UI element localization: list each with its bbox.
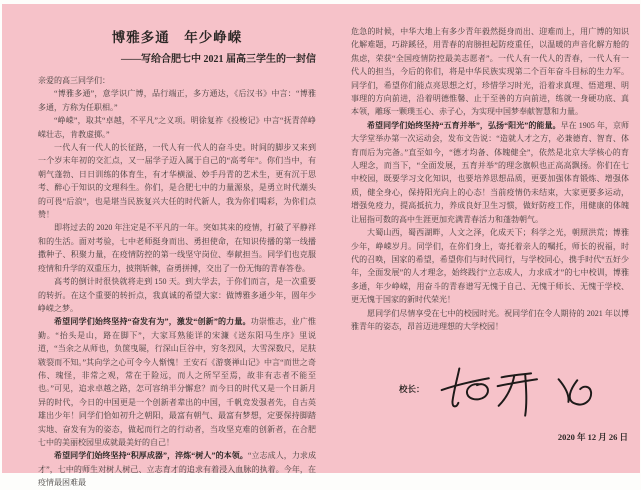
paragraph-left-5 — [38, 275, 316, 315]
paragraph-text: 功崇惟志，业广惟勤。“抬头是山，路在脚下”，大家耳熟能详的宋濂《送东阳马生序》里说道，“当余之从师也，负箧曳屣，行深山巨谷中，穷冬烈风，大雪深数尺，足肤皲裂而不知。”其向学之心可令今人惭愧！王安石《游褒禅山记》中言“而世之奇伟、瑰怪，非常之观，常在于险远，而人之所罕至焉，故非有志者不能至也。”可见，追求卓越之路，怎可容纳半分懈怠？而今日的时代又是一个日新月异的时代，今日的中国更是一个创新者辈出的中国，千帆竞发强者先，自古英雄出少年！同学们恰如初升之朝阳，最富有朝气、最富有梦想，定要保持脚踏实地、奋发有为的姿态，做起而行之的行动者，当攻坚克难的创新者，在合肥七中的美丽校园里成就最美好的自己！ — [38, 317, 317, 447]
paragraph-text: 即将过去的 2020 年注定是不平凡的一年。突如其来的疫情，打破了平静祥和的生活。面对考验，七中老师挺身而出、勇担使命，在知识传播的第一线播撒种子、积聚力量，在疫情防控的第一线坚守岗位、奉献担当。同学们也克服疫情和升学的双重压力，披荆斩棘，奋勇拼搏，交出了一份无悔的青春答卷。 — [38, 223, 316, 273]
paragraph-text: “立志成人，力求成才”，七中的师生对树人树己、立志育才的追求有着浸入血脉的执着。今年，在疫情最困难最 — [38, 451, 316, 488]
paragraph-left-3 — [38, 141, 316, 221]
paragraph-left-6 — [38, 315, 316, 449]
signature-block — [351, 369, 629, 427]
principal-signature — [421, 363, 593, 425]
paragraph-lead: 希望同学们始终坚持“五育并举”，弘扬“阳光”的能量。 — [367, 120, 561, 130]
paragraph-lead: 希望同学们始终坚持“积厚成器”，淬炼“树人”的本领。 — [54, 451, 248, 461]
paragraph-text: “峥嵘”，取其“卓越，不平凡”之义项。明徐复祚《投梭记》中言“抚青萍峥嵘壮志，肯教虚掷。” — [38, 116, 316, 139]
left-column — [38, 30, 316, 490]
paragraph-text: 愿同学们尽情享受在七中的校园时光。祝同学们在令人期待的 2021 年以博雅青年的姿态，昂首迈进理想的大学校园！ — [351, 308, 629, 331]
letter-subtitle: ——写给合肥七中 2021 届高三学生的一封信 — [121, 54, 316, 65]
paragraph-text: 危急的时候，中华大地上有多少青年毅然挺身而出、迎难而上，用广博的知识化解难题，巧辟蹊径，用青春的肩膀担起防疫重任，以温暖的声音化解方舱的焦虑，荣获“全国疫情防控最美志愿者”。一代人有一代人的青春，一代人有一代人的担当，今后的你们，将是中华民族实现第二个百年奋斗目标的生力军。同学们，希望你们能点亮思想之灯，珍惜学习时光，沿着求真理、悟道理、明事理的方向前进，沿着明德惟馨、止于至善的方向前进，练就一身硬功底、真本领，雕琢一颗璞玉心、赤子心，为实现中国梦奉献智慧和力量。 — [351, 27, 629, 117]
right-column — [351, 25, 629, 443]
paragraph-left-2 — [38, 114, 316, 141]
principal-label: 校长： — [399, 384, 425, 395]
letter-date: 2020 年 12 月 26 日 — [557, 432, 628, 443]
paragraph-text: 高考的倒计时很快就将走到 150 天。到大学去，于你们而言，是一次重要的转折。在这个重要的转折点，我真诚的希望大家：做博雅多通少年，圆年少峥嵘之梦。 — [38, 277, 316, 313]
salutation: 亲爱的高三同学们： — [38, 76, 110, 85]
paragraph-left-4 — [38, 221, 316, 275]
paragraph-right-1 — [351, 25, 629, 119]
letter-title: 博雅多通 年少峥嵘 — [111, 30, 243, 45]
pink-letter-paper — [2, 4, 640, 488]
paragraph-text: 大蜀山西，蜀西湖畔，人文之泽，化成天下；科学之光，朝照洪荒；博雅少年，峥嵘岁月。同学们，在你们身上，寄托着亲人的嘱托，师长的祝福，时代的召唤，国家的希望，希望你们与时代同行，与学校同心，携手时代“五好少年，全面发展”的人才理念，始终践行“立志成人，力求成才”的七中校训，博雅多通，年少峥嵘，用奋斗的青春谱写无愧于自己、无愧于师长、无愧于学校、更无愧于国家的新时代荣光！ — [351, 228, 629, 305]
paragraph-left-7 — [38, 449, 316, 489]
paragraph-left-1 — [38, 87, 316, 114]
paragraph-right-2 — [351, 119, 629, 226]
paragraph-right-3 — [351, 226, 629, 306]
paragraph-text: 一代人有一代人的长征路，一代人有一代人的奋斗史。时间的脚步又来到一个岁末年初的交汇点，又一届学子迈入属于自己的“高考年”。你们当中，有朝气蓬勃、日日训练的体育生，有才华横溢、妙手丹青的艺术生，更有沉于思考、醉心于知识的文理科生。你们，是合肥七中的力量源泉，是勇立时代潮头的可畏“后浪”，也是堪当民族复兴大任的时代新人，我为你们喝彩，为你们点赞！ — [38, 143, 316, 220]
paragraph-text: “博雅多通”，意学识广博，品行端正，多方通达，《后汉书》中言：“博雅多通，方称为任职相。” — [38, 89, 316, 112]
paragraph-text: 早在 1905 年，京师大学堂举办第一次运动会，发布文告说：“造就人才之方，必兼德育、智育、体育而后为完备。”直至如今，“德才均备、体魄健全”，依然是北京大学核心的育人理念，而当下，“全面发展，五育并举”的理念旗帜也正高高飘扬。你们在七中校园，既要学习文化知识，也要培养思想品质，更要加强体育锻炼、增强体质，健全身心，保持阳光向上的心态！当前疫情仍未结束，大家更要多运动，增强免疫力，提高抵抗力，养成良好卫生习惯，做好防疫工作，用健康的体魄让屈指可数的高中生涯更加充满青春活力和蓬勃朝气。 — [351, 120, 630, 224]
paragraph-lead: 希望同学们始终坚持“奋发有为”，激发“创新”的力量。 — [54, 317, 251, 327]
paragraph-right-4 — [351, 307, 629, 334]
